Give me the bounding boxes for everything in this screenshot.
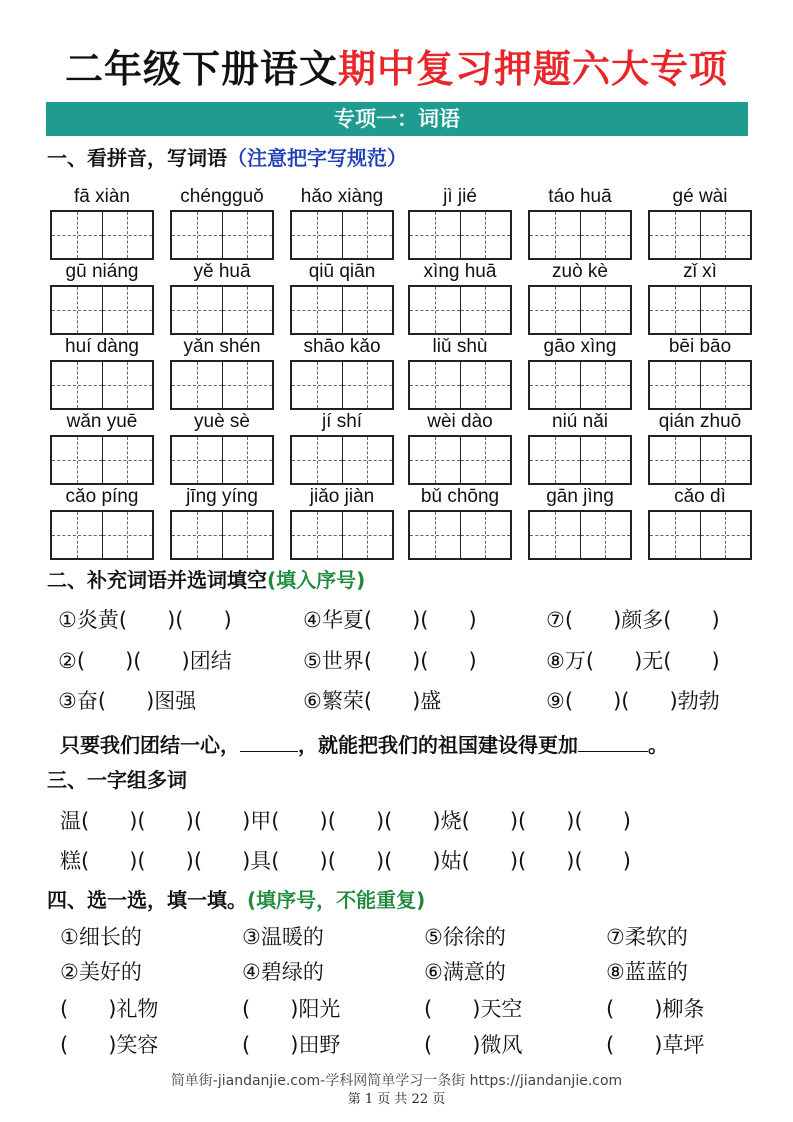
writing-box[interactable] (290, 360, 394, 410)
pinyin-label: zǐ xì (683, 261, 717, 282)
pinyin-label: wǎn yuē (66, 411, 138, 432)
sentence-part-a: 只要我们团结一心， (60, 733, 240, 757)
tian-grid-cell[interactable] (581, 437, 631, 483)
fill-willow[interactable]: ( )柳条 (606, 997, 705, 1021)
pinyin-label: cǎo píng (65, 486, 139, 507)
pinyin-label: huí dàng (65, 336, 139, 357)
pinyin-word-item (528, 486, 632, 560)
pinyin-word-item (408, 486, 512, 560)
tian-grid-cell[interactable] (343, 212, 393, 258)
pinyin-word-item (50, 186, 154, 260)
section1-note: （注意把字写规范） (227, 146, 407, 170)
pinyin-label: gāo xìng (543, 336, 617, 357)
writing-box[interactable] (290, 435, 394, 485)
pinyin-word-item (170, 486, 274, 560)
pinyin-word-item (50, 486, 154, 560)
idiom-1[interactable]: ①炎黄( )( ) (58, 608, 232, 632)
pinyin-label: jì jié (443, 186, 477, 207)
idiom-9[interactable]: ⑨( )( )勃勃 (546, 689, 720, 713)
fill-breeze[interactable]: ( )微风 (424, 1033, 523, 1057)
fill-sentence (60, 730, 668, 760)
option-1: ①细长的 (60, 925, 142, 949)
pinyin-word-item (50, 411, 154, 485)
pinyin-label: bēi bāo (668, 336, 732, 357)
tian-grid-cell[interactable] (52, 287, 103, 333)
tian-grid-cell[interactable] (52, 362, 103, 408)
pinyin-label: qián zhuō (658, 411, 742, 432)
section-banner: 专项一：词语 (46, 102, 748, 136)
writing-box[interactable] (528, 435, 632, 485)
tian-grid-cell[interactable] (530, 287, 581, 333)
tian-grid-cell[interactable] (530, 362, 581, 408)
pinyin-word-item (50, 336, 154, 410)
writing-box[interactable] (170, 510, 274, 560)
pinyin-word-item (170, 186, 274, 260)
tian-grid-cell[interactable] (461, 437, 511, 483)
idiom-8[interactable]: ⑧万( )无( ) (546, 649, 720, 673)
pinyin-word-item (408, 261, 512, 335)
pinyin-label: gū niáng (65, 261, 139, 282)
fill-sky[interactable]: ( )天空 (424, 997, 523, 1021)
tian-grid-cell[interactable] (650, 437, 701, 483)
section4-title: 四、选一选，填一填。 (47, 888, 247, 912)
footer-watermark: 简单街-jiandanjie.com-学科网简单学习一条街 https://jiandanjie.com (170, 1073, 623, 1089)
writing-box[interactable] (170, 435, 274, 485)
pinyin-label: yǎn shén (183, 336, 261, 357)
writing-box[interactable] (408, 210, 512, 260)
option-3: ③温暖的 (242, 925, 324, 949)
pinyin-word-item (290, 186, 394, 260)
pinyin-label: qiū qiān (308, 261, 376, 282)
tian-grid-cell[interactable] (530, 212, 581, 258)
tian-grid-cell[interactable] (343, 512, 393, 558)
tian-grid-cell[interactable] (292, 362, 343, 408)
pinyin-word-item (648, 486, 752, 560)
tian-grid-cell[interactable] (461, 512, 511, 558)
section1-title: 一、看拼音，写词语 (47, 146, 227, 170)
tian-grid-cell[interactable] (461, 212, 511, 258)
pinyin-word-item (170, 261, 274, 335)
sentence-blank-2[interactable] (578, 731, 648, 752)
pinyin-label: chéngguǒ (180, 186, 264, 207)
writing-box[interactable] (528, 285, 632, 335)
pinyin-label: wèi dào (427, 411, 493, 432)
option-4: ④碧绿的 (242, 960, 324, 984)
tian-grid-cell[interactable] (172, 512, 223, 558)
writing-box[interactable] (50, 285, 154, 335)
tian-grid-cell[interactable] (52, 212, 103, 258)
tian-grid-cell[interactable] (103, 512, 153, 558)
pinyin-label: jīng yíng (186, 486, 258, 507)
tian-grid-cell[interactable] (223, 437, 273, 483)
idiom-3[interactable]: ③奋( )图强 (58, 689, 197, 713)
fill-gift[interactable]: ( )礼物 (60, 997, 159, 1021)
tian-grid-cell[interactable] (172, 437, 223, 483)
pinyin-word-item (648, 336, 752, 410)
tian-grid-cell[interactable] (461, 287, 511, 333)
pinyin-label: xìng huā (423, 261, 497, 282)
writing-box[interactable] (408, 360, 512, 410)
idiom-4[interactable]: ④华夏( )( ) (303, 608, 477, 632)
tian-grid-cell[interactable] (650, 287, 701, 333)
writing-box[interactable] (648, 510, 752, 560)
fill-lawn[interactable]: ( )草坪 (606, 1033, 705, 1057)
idiom-2[interactable]: ②( )( )团结 (58, 649, 232, 673)
pinyin-label: shāo kǎo (303, 336, 381, 357)
tian-grid-cell[interactable] (701, 512, 751, 558)
tian-grid-cell[interactable] (343, 362, 393, 408)
pinyin-word-item (528, 411, 632, 485)
pinyin-word-item (170, 411, 274, 485)
pinyin-label: jiǎo jiàn (309, 486, 375, 507)
pinyin-label: liǔ shù (432, 336, 488, 357)
pinyin-word-item (528, 186, 632, 260)
tian-grid-cell[interactable] (292, 212, 343, 258)
pinyin-label: gān jìng (546, 486, 614, 507)
pinyin-label: jí shí (321, 411, 363, 432)
tian-grid-cell[interactable] (410, 512, 461, 558)
tian-grid-cell[interactable] (530, 512, 581, 558)
pinyin-word-item (648, 411, 752, 485)
pinyin-label: yě huā (193, 261, 251, 282)
tian-grid-cell[interactable] (530, 437, 581, 483)
pinyin-word-item (528, 336, 632, 410)
tian-grid-cell[interactable] (410, 212, 461, 258)
tian-grid-cell[interactable] (52, 437, 103, 483)
pinyin-word-item (290, 411, 394, 485)
tian-grid-cell[interactable] (343, 287, 393, 333)
writing-box[interactable] (170, 210, 274, 260)
option-6: ⑥满意的 (424, 960, 506, 984)
tian-grid-cell[interactable] (292, 287, 343, 333)
tian-grid-cell[interactable] (701, 437, 751, 483)
tian-grid-cell[interactable] (701, 287, 751, 333)
writing-box[interactable] (648, 360, 752, 410)
fill-sunshine[interactable]: ( )阳光 (242, 997, 341, 1021)
pinyin-label: niú nǎi (552, 411, 608, 432)
option-2: ②美好的 (60, 960, 142, 984)
tian-grid-cell[interactable] (410, 362, 461, 408)
tian-grid-cell[interactable] (223, 362, 273, 408)
sentence-part-c: 。 (648, 733, 668, 757)
tian-grid-cell[interactable] (581, 362, 631, 408)
idiom-7[interactable]: ⑦( )颜多( ) (546, 608, 720, 632)
pinyin-label: fā xiàn (74, 186, 130, 207)
tian-grid-cell[interactable] (292, 437, 343, 483)
tian-grid-cell[interactable] (172, 212, 223, 258)
writing-box[interactable] (648, 210, 752, 260)
tian-grid-cell[interactable] (223, 212, 273, 258)
pinyin-word-item (290, 336, 394, 410)
tian-grid-cell[interactable] (650, 362, 701, 408)
tian-grid-cell[interactable] (52, 512, 103, 558)
pinyin-label: gé wài (672, 186, 728, 207)
pinyin-word-item (290, 486, 394, 560)
tian-grid-cell[interactable] (103, 437, 153, 483)
tian-grid-cell[interactable] (410, 437, 461, 483)
option-5: ⑤徐徐的 (424, 925, 506, 949)
tian-grid-cell[interactable] (103, 362, 153, 408)
page-title (0, 44, 793, 94)
tian-grid-cell[interactable] (103, 212, 153, 258)
page-number: 第 1 页 共 22 页 (347, 1092, 446, 1107)
tian-grid-cell[interactable] (172, 362, 223, 408)
tian-grid-cell[interactable] (223, 512, 273, 558)
tian-grid-cell[interactable] (223, 287, 273, 333)
word-group-row-1[interactable]: 温( )( )( )甲( )( )( )烧( )( )( ) (60, 809, 631, 833)
idiom-6[interactable]: ⑥繁荣( )盛 (303, 689, 442, 713)
pinyin-label: táo huā (548, 186, 612, 207)
section2-title: 二、补充词语并选词填空 (47, 568, 267, 592)
section1-heading (47, 144, 407, 172)
tian-grid-cell[interactable] (461, 362, 511, 408)
fill-field[interactable]: ( )田野 (242, 1033, 341, 1057)
tian-grid-cell[interactable] (581, 512, 631, 558)
title-part-2: 期中复习押题六大专项 (338, 47, 729, 91)
sentence-part-b: ，就能把我们的祖国建设得更加 (298, 733, 578, 757)
writing-box[interactable] (290, 210, 394, 260)
writing-box[interactable] (50, 435, 154, 485)
pinyin-word-item (290, 261, 394, 335)
tian-grid-cell[interactable] (581, 212, 631, 258)
section3-heading: 三、一字组多词 (47, 768, 187, 792)
option-8: ⑧蓝蓝的 (606, 960, 688, 984)
section2-note: (填入序号) (267, 568, 366, 592)
option-7: ⑦柔软的 (606, 925, 688, 949)
pinyin-word-item (408, 411, 512, 485)
tian-grid-cell[interactable] (581, 287, 631, 333)
pinyin-word-item (408, 186, 512, 260)
writing-box[interactable] (648, 285, 752, 335)
writing-box[interactable] (290, 510, 394, 560)
writing-box[interactable] (50, 510, 154, 560)
pinyin-label: cǎo dì (674, 486, 726, 507)
tian-grid-cell[interactable] (701, 362, 751, 408)
writing-box[interactable] (528, 360, 632, 410)
writing-box[interactable] (170, 360, 274, 410)
writing-box[interactable] (408, 285, 512, 335)
pinyin-word-item (648, 261, 752, 335)
writing-box[interactable] (50, 210, 154, 260)
tian-grid-cell[interactable] (343, 437, 393, 483)
pinyin-word-item (528, 261, 632, 335)
pinyin-word-item (50, 261, 154, 335)
writing-box[interactable] (648, 435, 752, 485)
writing-box[interactable] (408, 435, 512, 485)
section2-heading (47, 566, 365, 594)
tian-grid-cell[interactable] (701, 212, 751, 258)
title-part-1: 二年级下册语文 (64, 47, 338, 91)
pinyin-word-item (408, 336, 512, 410)
writing-box[interactable] (408, 510, 512, 560)
writing-box[interactable] (290, 285, 394, 335)
pinyin-label: zuò kè (552, 261, 608, 282)
writing-box[interactable] (170, 285, 274, 335)
writing-box[interactable] (528, 210, 632, 260)
tian-grid-cell[interactable] (650, 512, 701, 558)
pinyin-word-item (648, 186, 752, 260)
word-group-row-2[interactable]: 糕( )( )( )具( )( )( )姑( )( )( ) (60, 849, 631, 873)
tian-grid-cell[interactable] (410, 287, 461, 333)
tian-grid-cell[interactable] (650, 212, 701, 258)
fill-smile[interactable]: ( )笑容 (60, 1033, 159, 1057)
pinyin-word-item (170, 336, 274, 410)
pinyin-label: yuè sè (194, 411, 250, 432)
sentence-blank-1[interactable] (240, 731, 298, 752)
tian-grid-cell[interactable] (103, 287, 153, 333)
idiom-5[interactable]: ⑤世界( )( ) (303, 649, 477, 673)
pinyin-label: bǔ chōng (420, 486, 500, 507)
pinyin-label: hǎo xiàng (300, 186, 384, 207)
section4-note: (填序号，不能重复) (247, 888, 426, 912)
section4-heading (47, 886, 425, 914)
tian-grid-cell[interactable] (172, 287, 223, 333)
tian-grid-cell[interactable] (292, 512, 343, 558)
writing-box[interactable] (528, 510, 632, 560)
writing-box[interactable] (50, 360, 154, 410)
